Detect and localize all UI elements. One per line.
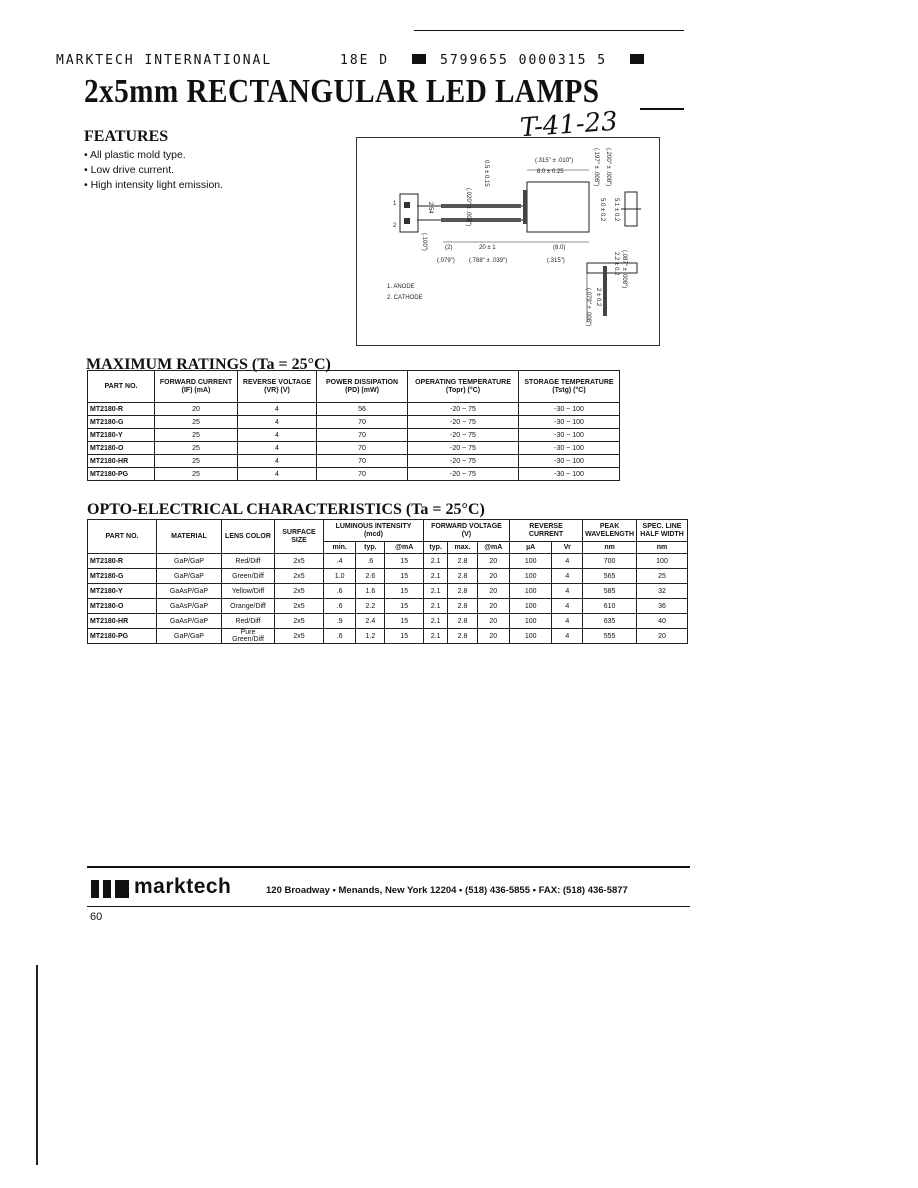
table-cell: 25 <box>637 569 688 584</box>
svg-text:2 ± 0.2: 2 ± 0.2 <box>595 288 601 307</box>
table-row <box>88 599 688 614</box>
table-cell: 25 <box>155 455 238 468</box>
table-cell: 585 <box>583 584 637 599</box>
svg-text:(.079" ± .008"): (.079" ± .008") <box>585 288 591 327</box>
col-header: LENS COLOR <box>222 520 275 554</box>
table-row <box>88 416 620 429</box>
scan-edge-mark <box>36 965 38 1165</box>
table-cell: 4 <box>238 416 317 429</box>
table-cell: 2x5 <box>275 554 324 569</box>
table-cell: 100 <box>637 554 688 569</box>
table-cell: MT2180-O <box>88 442 155 455</box>
table-cell: -20 ~ 75 <box>408 416 519 429</box>
table-cell: 20 <box>637 629 688 644</box>
table-cell: 2.8 <box>448 599 477 614</box>
table-cell: 32 <box>637 584 688 599</box>
feature-item: • Low drive current. <box>84 164 175 176</box>
table-cell: 1.2 <box>356 629 385 644</box>
table-cell: 70 <box>317 455 408 468</box>
table-cell: 20 <box>477 614 509 629</box>
svg-text:(.788" ± .039"): (.788" ± .039") <box>469 258 508 264</box>
page-title: 2x5mm RECTANGULAR LED LAMPS <box>84 73 600 110</box>
table-cell: 15 <box>385 554 424 569</box>
table-cell: 70 <box>317 442 408 455</box>
table-cell: GaP/GaP <box>157 629 222 644</box>
svg-text:0.5 ± 0.15: 0.5 ± 0.15 <box>483 160 489 187</box>
table-cell: 1.6 <box>356 584 385 599</box>
logo-bar-icon <box>115 880 129 898</box>
col-subheader: typ. <box>356 542 385 554</box>
table-cell: 4 <box>552 629 583 644</box>
table-cell: 2.1 <box>423 599 447 614</box>
col-header: OPERATING TEMPERATURE (Topr) (°C) <box>408 371 519 403</box>
handwritten-ref: T-41-23 <box>519 106 619 144</box>
table-cell: GaP/GaP <box>157 554 222 569</box>
table-cell: 2x5 <box>275 629 324 644</box>
table-cell: 2.8 <box>448 554 477 569</box>
col-subheader: @mA <box>385 542 424 554</box>
table-cell: .9 <box>324 614 356 629</box>
top-rule <box>414 30 684 31</box>
col-header: FORWARD VOLTAGE (V) <box>423 520 509 542</box>
footer-logo: marktech <box>134 875 232 898</box>
table-cell: MT2180-G <box>88 569 157 584</box>
table-cell: -20 ~ 75 <box>408 403 519 416</box>
col-subheader: Vr <box>552 542 583 554</box>
table-row <box>88 455 620 468</box>
col-header: PART NO. <box>88 371 155 403</box>
table-cell: 36 <box>637 599 688 614</box>
svg-text:1: 1 <box>393 201 397 207</box>
table-cell: 20 <box>155 403 238 416</box>
svg-text:(.079"): (.079") <box>437 258 455 264</box>
table-cell: GaAsP/GaP <box>157 599 222 614</box>
table-cell: 700 <box>583 554 637 569</box>
table-row <box>88 584 688 599</box>
table-cell: Red/Diff <box>222 554 275 569</box>
table-cell: .6 <box>324 584 356 599</box>
table-cell: 20 <box>477 629 509 644</box>
table-cell: 100 <box>509 554 552 569</box>
table-cell: 2.6 <box>356 569 385 584</box>
table-cell: Orange/Diff <box>222 599 275 614</box>
table-cell: .6 <box>324 599 356 614</box>
header-code-2: 5799655 0000315 5 <box>440 53 608 68</box>
table-cell: 610 <box>583 599 637 614</box>
table-cell: -30 ~ 100 <box>519 442 620 455</box>
table-row <box>88 442 620 455</box>
table-cell: 4 <box>238 455 317 468</box>
svg-text:1. ANODE: 1. ANODE <box>387 284 415 290</box>
table-cell: 565 <box>583 569 637 584</box>
table-cell: 20 <box>477 569 509 584</box>
col-subheader: nm <box>583 542 637 554</box>
table-cell: -30 ~ 100 <box>519 403 620 416</box>
table-row <box>88 629 688 644</box>
col-header: STORAGE TEMPERATURE (Tstg) (°C) <box>519 371 620 403</box>
table-cell: 100 <box>509 614 552 629</box>
col-header: SPEC. LINE HALF WIDTH <box>637 520 688 542</box>
page-number: 60 <box>90 911 103 923</box>
col-subheader: µA <box>509 542 552 554</box>
table-cell: GaAsP/GaP <box>157 584 222 599</box>
table-cell: -20 ~ 75 <box>408 442 519 455</box>
table-cell: 4 <box>238 429 317 442</box>
feature-item: • All plastic mold type. <box>84 149 186 161</box>
footer-rule-2 <box>87 906 690 907</box>
header-block-1 <box>412 54 426 64</box>
table-cell: 555 <box>583 629 637 644</box>
table-cell: MT2180-R <box>88 554 157 569</box>
table-cell: 100 <box>509 584 552 599</box>
table-cell: 40 <box>637 614 688 629</box>
table-cell: MT2180-G <box>88 416 155 429</box>
svg-text:(.315" ± .010"): (.315" ± .010") <box>535 158 574 164</box>
table-cell: Green/Diff <box>222 569 275 584</box>
svg-text:5.0 ± 0.2: 5.0 ± 0.2 <box>599 198 605 222</box>
table-cell: 2.4 <box>356 614 385 629</box>
col-subheader: typ. <box>423 542 447 554</box>
table-cell: 4 <box>552 614 583 629</box>
table-cell: -30 ~ 100 <box>519 455 620 468</box>
logo-bar-icon <box>91 880 99 898</box>
col-header: SURFACE SIZE <box>275 520 324 554</box>
svg-text:(.087" ± .008"): (.087" ± .008") <box>621 250 627 289</box>
col-subheader: min. <box>324 542 356 554</box>
table-cell: GaP/GaP <box>157 569 222 584</box>
table-row <box>88 569 688 584</box>
table-cell: 15 <box>385 569 424 584</box>
svg-text:(.200" ± .008"): (.200" ± .008") <box>605 148 611 187</box>
table-cell: MT2180-HR <box>88 455 155 468</box>
table-cell: 4 <box>552 584 583 599</box>
table-cell: 100 <box>509 599 552 614</box>
table-cell: 70 <box>317 416 408 429</box>
table-cell: 2.1 <box>423 554 447 569</box>
col-header: REVERSE CURRENT <box>509 520 582 542</box>
table-cell: 15 <box>385 599 424 614</box>
col-header: FORWARD CURRENT (IF) (mA) <box>155 371 238 403</box>
svg-text:(.197" ± .008"): (.197" ± .008") <box>593 148 599 187</box>
table-cell: 15 <box>385 614 424 629</box>
table-cell: 4 <box>552 569 583 584</box>
table-cell: 4 <box>238 442 317 455</box>
table-cell: MT2180-R <box>88 403 155 416</box>
svg-text:(.020" ± .006"): (.020" ± .006") <box>465 188 471 227</box>
svg-text:(8.0): (8.0) <box>553 245 566 251</box>
table-cell: 20 <box>477 554 509 569</box>
table-cell: Yellow/Diff <box>222 584 275 599</box>
table-cell: 25 <box>155 442 238 455</box>
svg-text:8.0 ± 0.25: 8.0 ± 0.25 <box>537 169 564 175</box>
table-cell: 70 <box>317 468 408 481</box>
table-cell: 4 <box>552 554 583 569</box>
table-cell: GaAsP/GaP <box>157 614 222 629</box>
footer-address: 120 Broadway • Menands, New York 12204 • (518) 436-5855 • FAX: (518) 436-5877 <box>266 885 628 896</box>
table-cell: -20 ~ 75 <box>408 468 519 481</box>
svg-text:2.54: 2.54 <box>427 202 433 214</box>
svg-text:2. CATHODE: 2. CATHODE <box>387 295 423 301</box>
table-cell: 2.2 <box>356 599 385 614</box>
table-cell: 56 <box>317 403 408 416</box>
table-cell: MT2180-PG <box>88 468 155 481</box>
col-header: MATERIAL <box>157 520 222 554</box>
table-cell: 635 <box>583 614 637 629</box>
table-cell: -30 ~ 100 <box>519 416 620 429</box>
feature-item: • High intensity light emission. <box>84 179 224 191</box>
table-row <box>88 614 688 629</box>
opto-table <box>87 519 688 644</box>
table-cell: 2x5 <box>275 569 324 584</box>
logo-bar-icon <box>103 880 111 898</box>
table-row <box>88 468 620 481</box>
table-cell: 2.1 <box>423 584 447 599</box>
table-header-row <box>88 371 620 403</box>
table-cell: MT2180-O <box>88 599 157 614</box>
table-row <box>88 403 620 416</box>
table-cell: 2x5 <box>275 599 324 614</box>
table-cell: 2.1 <box>423 629 447 644</box>
table-cell: 25 <box>155 416 238 429</box>
table-cell: Red/Diff <box>222 614 275 629</box>
max-ratings-table <box>87 370 620 481</box>
table-cell: 100 <box>509 569 552 584</box>
svg-text:(.100"): (.100") <box>421 233 427 251</box>
col-header: PEAK WAVELENGTH <box>583 520 637 542</box>
header-code-1: 18E D <box>340 53 390 68</box>
svg-text:5.1 ± 0.2: 5.1 ± 0.2 <box>613 198 619 222</box>
company-header: MARKTECH INTERNATIONAL <box>56 53 273 68</box>
table-cell: 25 <box>155 429 238 442</box>
col-header: PART NO. <box>88 520 157 554</box>
footer-rule <box>87 866 690 868</box>
max-ratings-heading: MAXIMUM RATINGS (Ta = 25°C) <box>86 356 331 373</box>
table-cell: 15 <box>385 629 424 644</box>
table-cell: MT2180-Y <box>88 584 157 599</box>
col-header: LUMINOUS INTENSITY (mcd) <box>324 520 424 542</box>
table-cell: 4 <box>238 403 317 416</box>
table-cell: 100 <box>509 629 552 644</box>
table-cell: 4 <box>552 599 583 614</box>
table-cell: 2.1 <box>423 614 447 629</box>
table-cell: 2.8 <box>448 569 477 584</box>
table-row <box>88 554 688 569</box>
features-heading: FEATURES <box>84 128 169 145</box>
table-cell: 2.8 <box>448 614 477 629</box>
table-cell: MT2180-PG <box>88 629 157 644</box>
table-header-row <box>88 520 688 542</box>
table-cell: 2x5 <box>275 584 324 599</box>
table-cell: 20 <box>477 584 509 599</box>
dimension-diagram <box>356 137 660 346</box>
col-header: REVERSE VOLTAGE (VR) (V) <box>238 371 317 403</box>
table-cell: 70 <box>317 429 408 442</box>
title-underline <box>640 108 684 110</box>
col-subheader: nm <box>637 542 688 554</box>
table-cell: -20 ~ 75 <box>408 455 519 468</box>
svg-text:(.315"): (.315") <box>547 258 565 264</box>
table-cell: 2.8 <box>448 584 477 599</box>
table-cell: -20 ~ 75 <box>408 429 519 442</box>
col-subheader: @mA <box>477 542 509 554</box>
svg-text:20 ± 1: 20 ± 1 <box>479 245 496 251</box>
svg-text:2.2 ± 0.2: 2.2 ± 0.2 <box>613 252 619 276</box>
table-cell: 15 <box>385 584 424 599</box>
opto-heading: OPTO-ELECTRICAL CHARACTERISTICS (Ta = 25°C) <box>87 501 485 518</box>
table-cell: .6 <box>324 629 356 644</box>
table-cell: -30 ~ 100 <box>519 468 620 481</box>
table-cell: 2.8 <box>448 629 477 644</box>
col-header: POWER DISSIPATION (PD) (mW) <box>317 371 408 403</box>
table-cell: 2x5 <box>275 614 324 629</box>
table-cell: 20 <box>477 599 509 614</box>
svg-text:(2): (2) <box>445 245 453 251</box>
table-cell: MT2180-HR <box>88 614 157 629</box>
table-cell: -30 ~ 100 <box>519 429 620 442</box>
table-cell: MT2180-Y <box>88 429 155 442</box>
table-cell: 2.1 <box>423 569 447 584</box>
header-block-2 <box>630 54 644 64</box>
table-cell: .4 <box>324 554 356 569</box>
table-row <box>88 429 620 442</box>
table-cell: 1.0 <box>324 569 356 584</box>
table-cell: 4 <box>238 468 317 481</box>
table-cell: .6 <box>356 554 385 569</box>
table-cell: Pure Green/Diff <box>222 629 275 644</box>
features-list <box>84 148 223 193</box>
table-cell: 25 <box>155 468 238 481</box>
svg-text:2: 2 <box>393 223 397 229</box>
col-subheader: max. <box>448 542 477 554</box>
